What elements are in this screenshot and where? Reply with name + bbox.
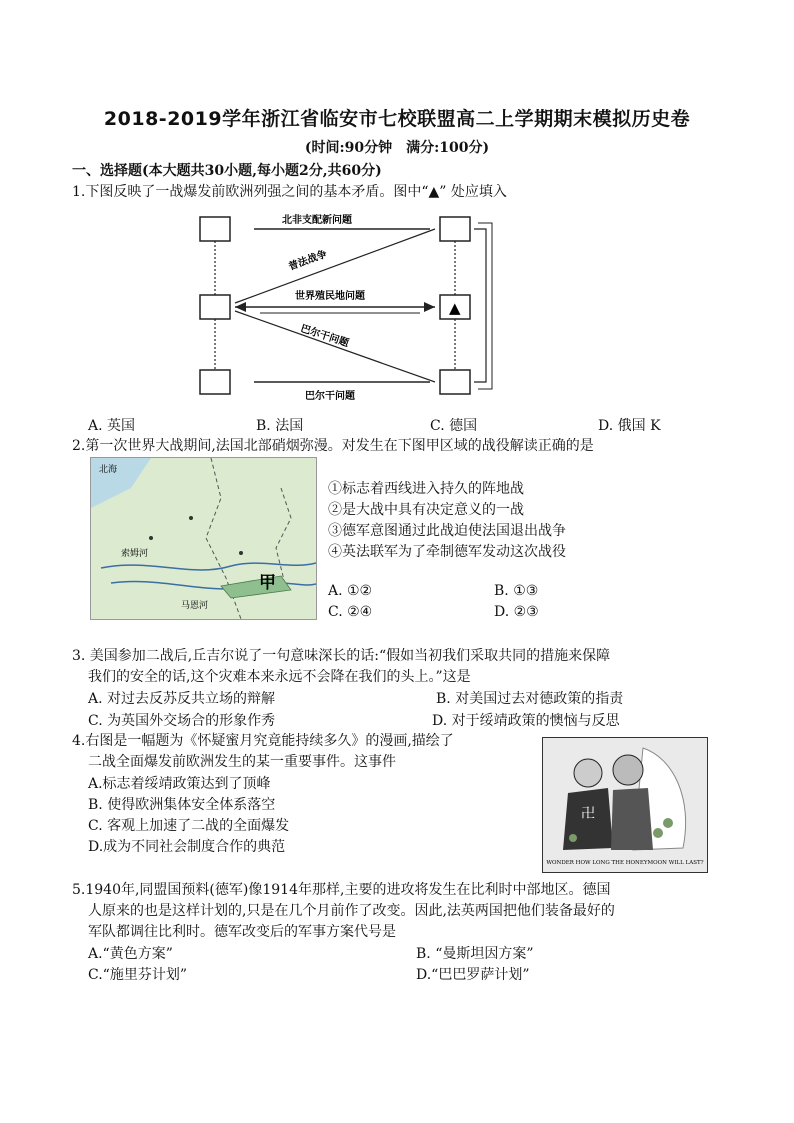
q1-option-a[interactable]: A. 英国	[88, 418, 136, 434]
q4-cartoon	[542, 737, 708, 873]
box-left-bottom	[200, 370, 230, 394]
q5-option-c[interactable]: C.“施里芬计划”	[88, 967, 187, 983]
q4-option-b[interactable]: B. 使得欧洲集体安全体系落空	[88, 797, 276, 813]
q2-map	[90, 457, 317, 620]
q4-option-a[interactable]: A.标志着绥靖政策达到了顶峰	[88, 776, 271, 792]
q4-option-c[interactable]: C. 客观上加速了二战的全面爆发	[88, 818, 290, 834]
q3-option-d[interactable]: D. 对于绥靖政策的懊恼与反思	[432, 713, 620, 729]
q2-statement-4: ④英法联军为了牵制德军发动这次战役	[328, 544, 566, 560]
q3-stem-line2: 我们的安全的话,这个灾难本来永远不会降在我们的头上。”这是	[88, 669, 471, 685]
q4-stem-line2: 二战全面爆发前欧洲发生的某一重要事件。这事件	[88, 754, 396, 770]
q5-stem-line3: 军队都调往比利时。德军改变后的军事方案代号是	[88, 924, 396, 940]
q5-option-a[interactable]: A.“黄色方案”	[88, 946, 173, 962]
q3-option-a[interactable]: A. 对过去反苏反共立场的辩解	[88, 691, 276, 707]
label-top: 北非支配新问题	[282, 215, 352, 226]
q2-option-c[interactable]: C. ②④	[328, 604, 373, 620]
box-right-top	[440, 217, 470, 241]
swastika-icon: 卍	[581, 806, 595, 822]
label-middle: 世界殖民地问题	[295, 291, 365, 302]
q2-stem: 2.第一次世界大战期间,法国北部硝烟弥漫。对发生在下图甲区域的战役解读正确的是	[72, 438, 594, 454]
label-diag2: 巴尔干问题	[299, 323, 351, 350]
q4-stem-line1: 4.右图是一幅题为《怀疑蜜月究竟能持续多久》的漫画,描绘了	[72, 733, 454, 749]
q1-conflict-diagram	[190, 207, 502, 404]
label-bottom: 巴尔干问题	[305, 391, 355, 402]
box-left-middle	[200, 295, 230, 319]
q2-statement-3: ③德军意图通过此战迫使法国退出战争	[328, 523, 566, 539]
q2-statement-1: ①标志着西线进入持久的阵地战	[328, 481, 524, 497]
box-right-bottom	[440, 370, 470, 394]
exam-info: (时间:90分钟 满分:100分)	[304, 140, 490, 156]
q5-option-b[interactable]: B. “曼斯坦因方案”	[416, 946, 534, 962]
page-title: 2018-2019学年浙江省临安市七校联盟高二上学期期末模拟历史卷	[103, 108, 691, 130]
q3-stem-line1: 3. 美国参加二战后,丘吉尔说了一句意味深长的话:“假如当初我们采取共同的措施来保障	[72, 648, 611, 664]
map-label-marne: 马恩河	[181, 601, 209, 611]
q3-option-c[interactable]: C. 为英国外交场合的形象作秀	[88, 713, 276, 729]
q4-option-d[interactable]: D.成为不同社会制度合作的典范	[88, 839, 286, 855]
q5-stem-line2: 人原来的也是这样计划的,只是在几个月前作了改变。因此,法英两国把他们装备最好的	[88, 903, 615, 919]
map-label-somme: 索姆河	[121, 549, 149, 559]
q1-option-b[interactable]: B. 法国	[256, 418, 304, 434]
section-heading: 一、选择题(本大题共30小题,每小题2分,共60分)	[72, 163, 382, 179]
map-label-north-sea: 北海	[99, 465, 118, 475]
q2-statement-2: ②是大战中具有决定意义的一战	[328, 502, 524, 518]
box-left-top	[200, 217, 230, 241]
q1-option-d[interactable]: D. 俄国 K	[598, 418, 661, 434]
q1-option-c[interactable]: C. 德国	[430, 418, 478, 434]
map-label-jia: 甲	[259, 573, 276, 593]
q5-stem-line1: 5.1940年,同盟国预料(德军)像1914年那样,主要的进攻将发生在比利时中部地区。德国	[72, 882, 611, 898]
cartoon-caption: WONDER HOW LONG THE HONEYMOON WILL LAST?	[546, 860, 704, 866]
triangle-marker: ▲	[449, 299, 461, 317]
label-diag1: 普法战争	[287, 248, 329, 273]
q3-option-b[interactable]: B. 对美国过去对德政策的指责	[436, 691, 624, 707]
q2-option-a[interactable]: A. ①②	[328, 583, 373, 599]
q1-stem: 1.下图反映了一战爆发前欧洲列强之间的基本矛盾。图中“▲” 处应填入	[72, 184, 507, 200]
q2-option-b[interactable]: B. ①③	[494, 583, 539, 599]
q2-option-d[interactable]: D. ②③	[494, 604, 539, 620]
q5-option-d[interactable]: D.“巴巴罗萨计划”	[416, 967, 530, 983]
